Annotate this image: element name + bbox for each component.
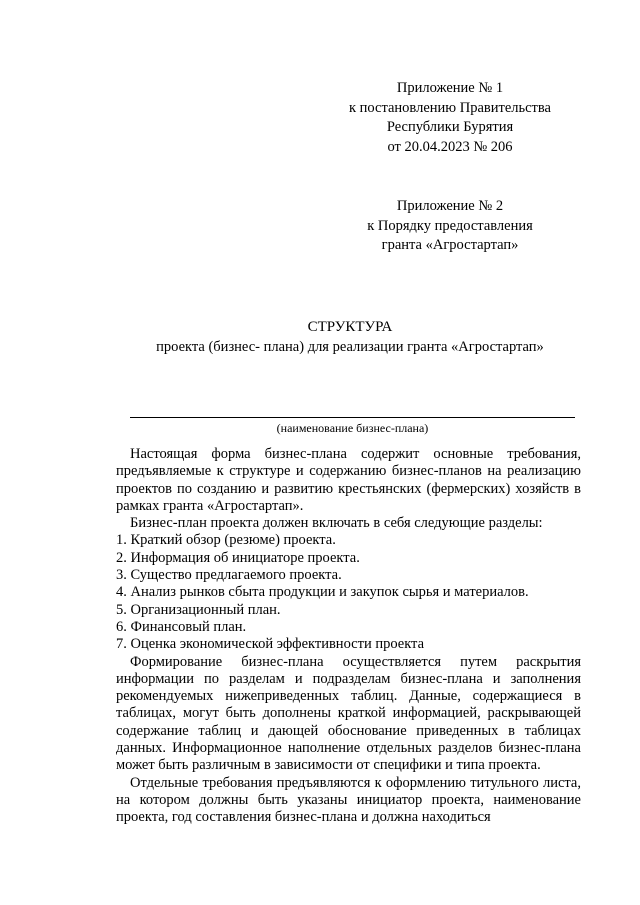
list-item: 7. Оценка экономической эффективности проекта — [116, 636, 425, 653]
list-item: 5. Организационный план. — [116, 601, 281, 618]
business-plan-name-line — [130, 417, 575, 418]
appendix-2-grant: гранта «Агростартап» — [381, 237, 519, 253]
paragraph-sections-lead: Бизнес-план проекта должен включать в себя следующие разделы: — [130, 515, 543, 532]
list-item: 6. Финансовый план. — [116, 618, 247, 635]
paragraph-title-page: Отдельные требования предъявляются к оформлению титульного листа, на котором должны быть указаны инициатор проекта, наименование проекта, год составления бизнес-плана и должна находиться — [116, 774, 581, 826]
paragraph-intro: Настоящая форма бизнес-плана содержит основные требования, предъявляемые к структуре и содержанию бизнес-планов на реализацию проектов по созданию и развитию крестьянских (фермерских) хозяйств в рамках гранта «Агростартап». — [116, 446, 581, 514]
list-item: 2. Информация об инициаторе проекта. — [116, 549, 360, 566]
business-plan-name-caption: (наименование бизнес-плана) — [276, 421, 429, 435]
appendix-1-number: Приложение № 1 — [396, 80, 504, 96]
list-item: 4. Анализ рынков сбыта продукции и закупок сырья и материалов. — [116, 584, 529, 601]
appendix-1-decree: к постановлению Правительства — [349, 99, 551, 116]
document-body — [116, 446, 581, 827]
appendix-1-date: от 20.04.2023 № 206 — [387, 138, 513, 155]
appendix-2-number: Приложение № 2 — [396, 198, 504, 214]
appendix-2-header — [300, 197, 600, 256]
paragraph-formation: Формирование бизнес-плана осуществляется путем раскрытия информации по разделам и подразделам бизнес-плана и заполнения рекомендуемых нижеприведенных таблиц. Данные, содержащиеся в таблицах, могут быть дополнены краткой информацией, раскрывающей содержание таблиц и дающей обоснование приведенных в таблицах данных. Информационное наполнение отдельных разделов бизнес-плана может быть различным в зависимости от специфики и типа проекта. — [116, 653, 581, 774]
document-subtitle: проекта (бизнес- плана) для реализации гранта «Агростартап» — [156, 339, 544, 355]
list-item: 3. Существо предлагаемого проекта. — [116, 567, 342, 584]
appendix-1-header — [300, 79, 600, 157]
document-title: СТРУКТУРА — [307, 319, 393, 335]
appendix-1-republic: Республики Бурятия — [386, 119, 514, 135]
appendix-2-order: к Порядку предоставления — [367, 217, 533, 234]
list-item: 1. Краткий обзор (резюме) проекта. — [116, 532, 336, 549]
